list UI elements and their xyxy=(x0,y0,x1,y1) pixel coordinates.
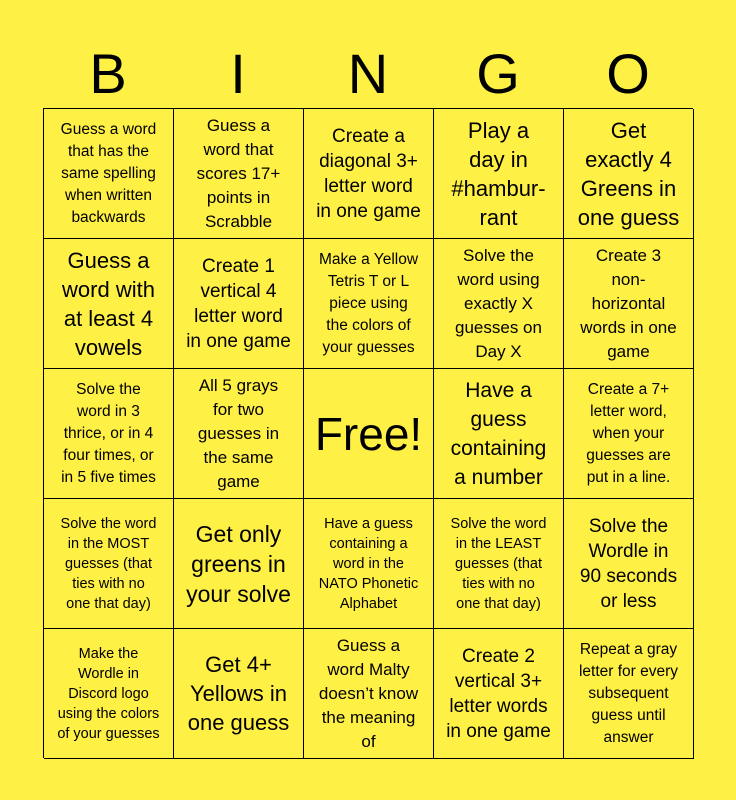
cell-text: Have a guess containing a number xyxy=(450,378,547,489)
bingo-cell-free[interactable] xyxy=(304,369,434,499)
bingo-cell[interactable] xyxy=(304,239,434,369)
cell-text: Solve the word in 3 thrice, or in 4 four times, or in 5 five times xyxy=(61,380,156,486)
bingo-cell[interactable] xyxy=(174,499,304,629)
cell-text: Solve the Wordle in 90 seconds or less xyxy=(579,515,678,612)
cell-text: Make the Wordle in Discord logo using the colors of your guesses xyxy=(57,645,160,742)
bingo-cell[interactable] xyxy=(44,109,174,239)
bingo-cell[interactable] xyxy=(44,629,174,759)
bingo-cell[interactable] xyxy=(564,369,694,499)
bingo-cell[interactable] xyxy=(304,629,434,759)
cell-text: Solve the word in the MOST guesses (that ties with no one that day) xyxy=(60,515,157,612)
cell-text: Repeat a gray letter for every subsequent guess until answer xyxy=(578,640,679,746)
cell-text: Get only greens in your solve xyxy=(186,520,291,607)
cell-text: Create 1 vertical 4 letter word in one game xyxy=(186,255,291,352)
header-letter-n: N xyxy=(347,42,389,105)
bingo-cell[interactable] xyxy=(174,239,304,369)
header-letter-g: G xyxy=(476,42,520,105)
cell-text: Guess a word that scores 17+ points in Scrabble xyxy=(196,115,281,231)
header-letter-b: B xyxy=(89,42,127,105)
cell-text: Create 2 vertical 3+ letter words in one game xyxy=(446,645,551,742)
cell-text: Make a Yellow Tetris T or L piece using the colors of your guesses xyxy=(318,250,419,356)
cell-text: Play a day in #hambur- rant xyxy=(451,117,546,230)
cell-text: Create 3 non- horizontal words in one game xyxy=(580,245,677,361)
bingo-cell[interactable] xyxy=(564,629,694,759)
bingo-header xyxy=(43,40,693,108)
bingo-cell[interactable] xyxy=(434,499,564,629)
cell-text: Solve the word using exactly X guesses on Day X xyxy=(455,245,542,361)
cell-text: Get exactly 4 Greens in one guess xyxy=(577,117,680,230)
bingo-cell[interactable] xyxy=(434,239,564,369)
cell-text: Solve the word in the LEAST guesses (that ties with no one that day) xyxy=(450,515,547,612)
cell-text: All 5 grays for two guesses in the same game xyxy=(197,375,280,491)
bingo-cell[interactable] xyxy=(44,369,174,499)
bingo-cell[interactable] xyxy=(174,369,304,499)
cell-text: Create a diagonal 3+ letter word in one game xyxy=(316,125,421,222)
bingo-cell[interactable] xyxy=(304,499,434,629)
cell-text: Have a guess containing a word in the NATO Phonetic Alphabet xyxy=(318,515,419,612)
bingo-cell[interactable] xyxy=(564,109,694,239)
bingo-cell[interactable] xyxy=(174,629,304,759)
cell-text: Guess a word Malty doesn’t know the meaning of xyxy=(318,635,419,751)
bingo-cell[interactable] xyxy=(434,109,564,239)
header-letter-o: O xyxy=(606,42,650,105)
bingo-grid xyxy=(43,108,693,758)
bingo-cell[interactable] xyxy=(44,499,174,629)
bingo-cell[interactable] xyxy=(564,499,694,629)
cell-text: Guess a word with at least 4 vowels xyxy=(62,247,155,360)
bingo-cell[interactable] xyxy=(174,109,304,239)
cell-text: Get 4+ Yellows in one guess xyxy=(187,652,290,735)
cell-text: Guess a word that has the same spelling when written backwards xyxy=(60,120,157,226)
bingo-cell[interactable] xyxy=(564,239,694,369)
bingo-cell[interactable] xyxy=(434,629,564,759)
bingo-cell[interactable] xyxy=(304,109,434,239)
header-letter-i: I xyxy=(230,42,246,105)
free-space-text: Free! xyxy=(314,407,423,460)
cell-text: Create a 7+ letter word, when your guesses are put in a line. xyxy=(586,380,671,486)
bingo-cell[interactable] xyxy=(44,239,174,369)
bingo-cell[interactable] xyxy=(434,369,564,499)
